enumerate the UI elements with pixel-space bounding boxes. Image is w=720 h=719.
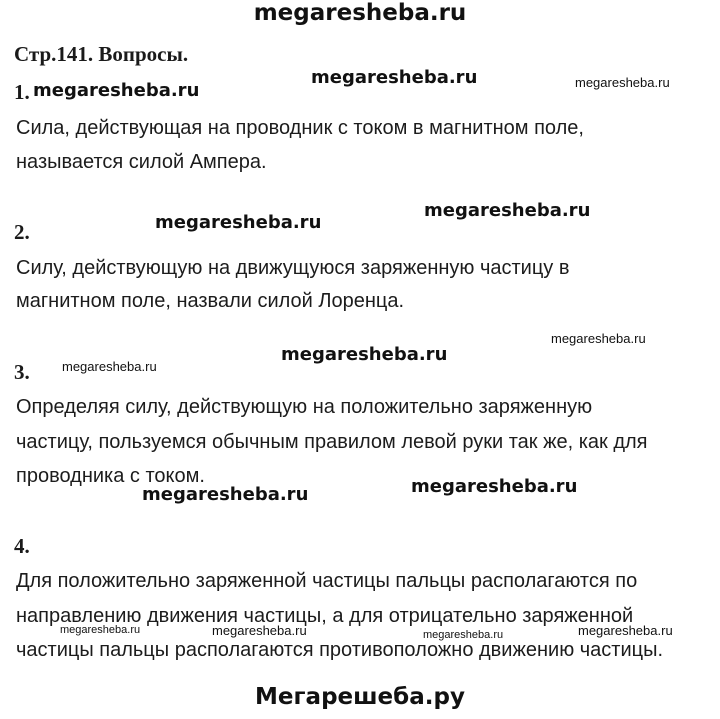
question-3-line-3: проводника с током.	[16, 465, 205, 487]
question-1-line-1: Сила, действующая на проводник с током в магнитном поле,	[16, 117, 584, 139]
question-2-number: 2.	[14, 220, 30, 244]
question-2-line-2: магнитном поле, назвали силой Лоренца.	[16, 290, 405, 312]
question-3-line-2: частицу, пользуемся обычным правилом левой руки так же, как для	[16, 431, 648, 453]
question-1-number: 1.	[14, 80, 30, 104]
watermark: megaresheba.ru	[142, 484, 309, 505]
question-4-line-2: направлению движения частицы, а для отрицательно заряженной	[16, 605, 634, 627]
watermark: megaresheba.ru	[551, 331, 646, 346]
question-1-line-2: называется силой Ампера.	[16, 151, 267, 173]
watermark: megaresheba.ru	[575, 75, 670, 90]
watermark: megaresheba.ru	[411, 476, 578, 497]
watermark: megaresheba.ru	[212, 623, 307, 638]
question-4-line-1: Для положительно заряженной частицы пальцы располагаются по	[16, 570, 638, 592]
question-3-line-1: Определяя силу, действующую на положительно заряженную	[16, 396, 593, 418]
watermark: megaresheba.ru	[60, 624, 141, 636]
question-2-line-1: Силу, действующую на движущуюся заряженную частицу в	[16, 257, 570, 279]
site-header: megaresheba.ru	[253, 0, 467, 26]
page-heading: Стр.141. Вопросы.	[14, 42, 189, 66]
watermark: megaresheba.ru	[62, 359, 157, 374]
site-footer: Мегарешеба.ру	[255, 684, 465, 710]
question-1-watermark: megaresheba.ru	[33, 80, 200, 101]
watermark: megaresheba.ru	[155, 212, 322, 233]
question-4-number: 4.	[14, 534, 30, 558]
watermark: megaresheba.ru	[423, 629, 504, 641]
watermark: megaresheba.ru	[311, 67, 478, 88]
question-4-line-3: частицы пальцы располагаются противоположно движению частицы.	[16, 639, 664, 661]
watermark: megaresheba.ru	[578, 623, 673, 638]
watermark: megaresheba.ru	[281, 344, 448, 365]
question-3-number: 3.	[14, 360, 30, 384]
watermark: megaresheba.ru	[424, 200, 591, 221]
